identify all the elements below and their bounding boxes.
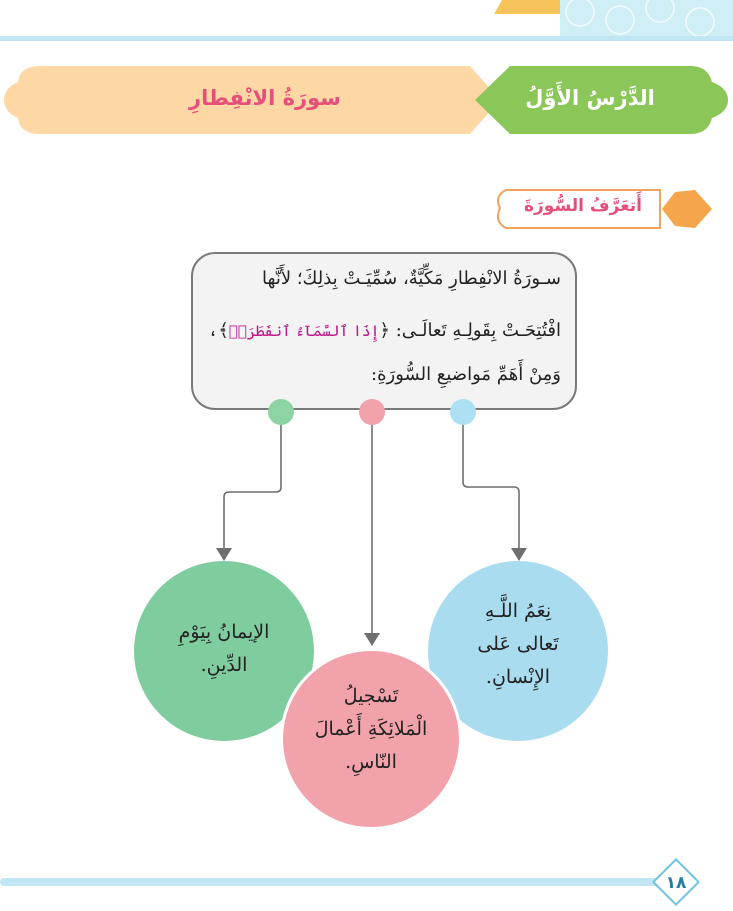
quran-verse: إِذَا ٱلسَّمَآءُ ٱنفَطَرَتۡ <box>228 322 380 340</box>
topic-3-line-2: الدِّينِ. <box>200 654 248 676</box>
topic-2-line-2: الْمَلائِكَةِ أَعْمالَ <box>314 718 428 740</box>
intro-line-2-post: ﴾، <box>207 320 229 341</box>
intro-line-1: سـورَةُ الانْفِطارِ مَكِّيَّةٌ، سُمِّيَـتْ بِذلِكَ؛ لأَنَّها <box>262 268 561 289</box>
lesson-label: الدَّرْسُ الأَوَّلُ <box>525 86 655 110</box>
pattern-icon <box>560 0 733 36</box>
surah-title: سورَةُ الانْفِطارِ <box>189 86 341 110</box>
topic-text-green <box>134 616 314 682</box>
connectors <box>0 395 733 660</box>
topic-2-line-3: النّاسِ. <box>345 751 397 773</box>
topic-1-line-3: الإِنْسانِ. <box>485 666 551 688</box>
topic-3-line-1: الإيمانُ بِيَوْمِ <box>178 621 270 643</box>
topic-text-pink <box>280 680 462 779</box>
dot-green <box>268 399 294 425</box>
top-divider <box>0 36 733 41</box>
page-number: ١٨ <box>665 873 687 893</box>
topic-1-line-2: تَعالى عَلى <box>477 633 559 655</box>
topic-1-line-1: نِعَمُ اللَّـهِ <box>484 600 552 622</box>
topic-2-line-1: تَسْجيلُ <box>343 685 399 707</box>
section-title: أَتعَرَّفُ السُّورَةَ <box>523 196 643 216</box>
intro-line-2-pre: افْتُتِحَـتْ بِقَولِـهِ تَعالَـى: ﴿ <box>379 320 561 341</box>
dot-blue <box>450 399 476 425</box>
top-decoration-pattern <box>560 0 733 36</box>
intro-line-2 <box>205 320 561 341</box>
dot-pink <box>359 399 385 425</box>
intro-line-3: وَمِنْ أَهَمِّ مَواضيعِ السُّورَةِ: <box>371 364 561 385</box>
footer-line <box>0 878 660 886</box>
